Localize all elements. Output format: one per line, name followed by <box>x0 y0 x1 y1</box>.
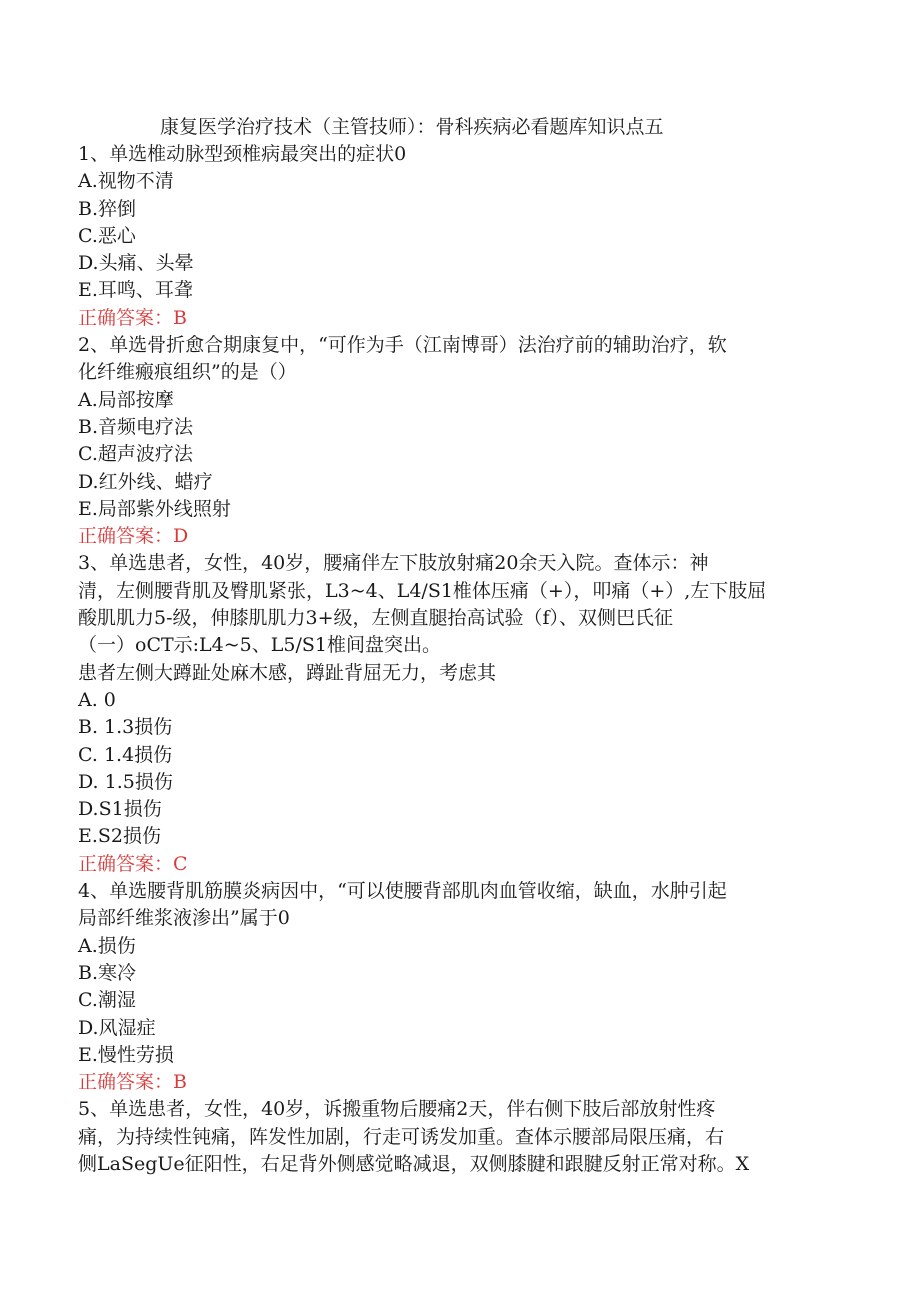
option-d: D. 1.5损伤 <box>78 770 173 793</box>
option-d: D.头痛、头晕 <box>78 252 194 275</box>
option-a: A. 0 <box>78 688 116 711</box>
question-stem-line: 5、单选患者，女性，40岁，诉搬重物后腰痛2天，伴右侧下肢后部放射性疼 <box>78 1098 716 1121</box>
option-e: E.S2损伤 <box>78 825 162 848</box>
option-a: A.损伤 <box>78 934 136 957</box>
option-d: D.红外线、蜡疗 <box>78 470 213 493</box>
question-stem-line: 2、单选骨折愈合期康复中，“可作为手（江南博哥）法治疗前的辅助治疗，软 <box>78 334 727 357</box>
question-stem-line: 化纤维瘢痕组织”的是（） <box>78 361 297 384</box>
option-c: C. 1.4损伤 <box>78 743 173 766</box>
question-list <box>78 141 830 1178</box>
question-stem-line: 3、单选患者，女性，40岁，腰痛伴左下肢放射痛20余天入院。查体示：神 <box>78 552 709 575</box>
question-stem-line: 痛，为持续性钝痛，阵发性加剧，行走可诱发加重。查体示腰部局限压痛，右 <box>78 1125 725 1148</box>
option-c: C.恶心 <box>78 224 136 247</box>
question-4 <box>78 878 830 1096</box>
question-stem-line: 酸肌肌力5-级，伸膝肌肌力3+级，左侧直腿抬高试验（f）、双侧巴氏征 <box>78 607 674 630</box>
option-e: E.慢性劳损 <box>78 1043 174 1066</box>
question-stem-line: 患者左侧大蹲趾处麻木感，蹲趾背屈无力，考虑其 <box>78 661 497 684</box>
option-b: B.音频电疗法 <box>78 415 194 438</box>
question-2 <box>78 332 830 550</box>
option-c: C.潮湿 <box>78 989 136 1012</box>
option-d: D.风湿症 <box>78 1016 156 1039</box>
question-5 <box>78 1096 830 1178</box>
question-stem-line: （一）oCT示:L4~5、L5/S1椎间盘突出。 <box>78 634 441 657</box>
option-e: E.局部紫外线照射 <box>78 497 231 520</box>
question-stem-line: 侧LaSegUe征阳性，右足背外侧感觉略减退，双侧膝腱和跟腱反射正常对称。X <box>78 1152 750 1175</box>
page-title: 康复医学治疗技术（主管技师）：骨科疾病必看题库知识点五 <box>160 116 664 138</box>
correct-answer: 正确答案：C <box>78 852 188 875</box>
option-b: B.寒冷 <box>78 961 137 984</box>
option-b: B. 1.3损伤 <box>78 716 173 739</box>
question-stem-line: 1、单选椎动脉型颈椎病最突出的症状0 <box>78 143 407 165</box>
correct-answer: 正确答案：B <box>78 1071 187 1094</box>
correct-answer: 正确答案：B <box>78 306 187 329</box>
question-stem-line: 4、单选腰背肌筋膜炎病因中，“可以使腰背部肌肉血管收缩，缺血，水肿引起 <box>78 880 727 903</box>
correct-answer: 正确答案：D <box>78 525 189 548</box>
question-1 <box>78 141 830 332</box>
option-d-s1: D.S1损伤 <box>78 798 162 821</box>
option-a: A.局部按摩 <box>78 388 174 411</box>
question-stem-line: 清，左侧腰背肌及臀肌紧张，L3~4、L4/S1椎体压痛（+），叩痛（+）,左下肢屈 <box>78 579 767 602</box>
question-3 <box>78 550 830 878</box>
option-a: A.视物不清 <box>78 170 174 193</box>
option-c: C.超声波疗法 <box>78 443 193 466</box>
option-b: B.猝倒 <box>78 197 137 220</box>
option-e: E.耳鸣、耳聋 <box>78 279 193 302</box>
question-stem-line: 局部纤维浆液渗出”属于0 <box>78 907 290 930</box>
